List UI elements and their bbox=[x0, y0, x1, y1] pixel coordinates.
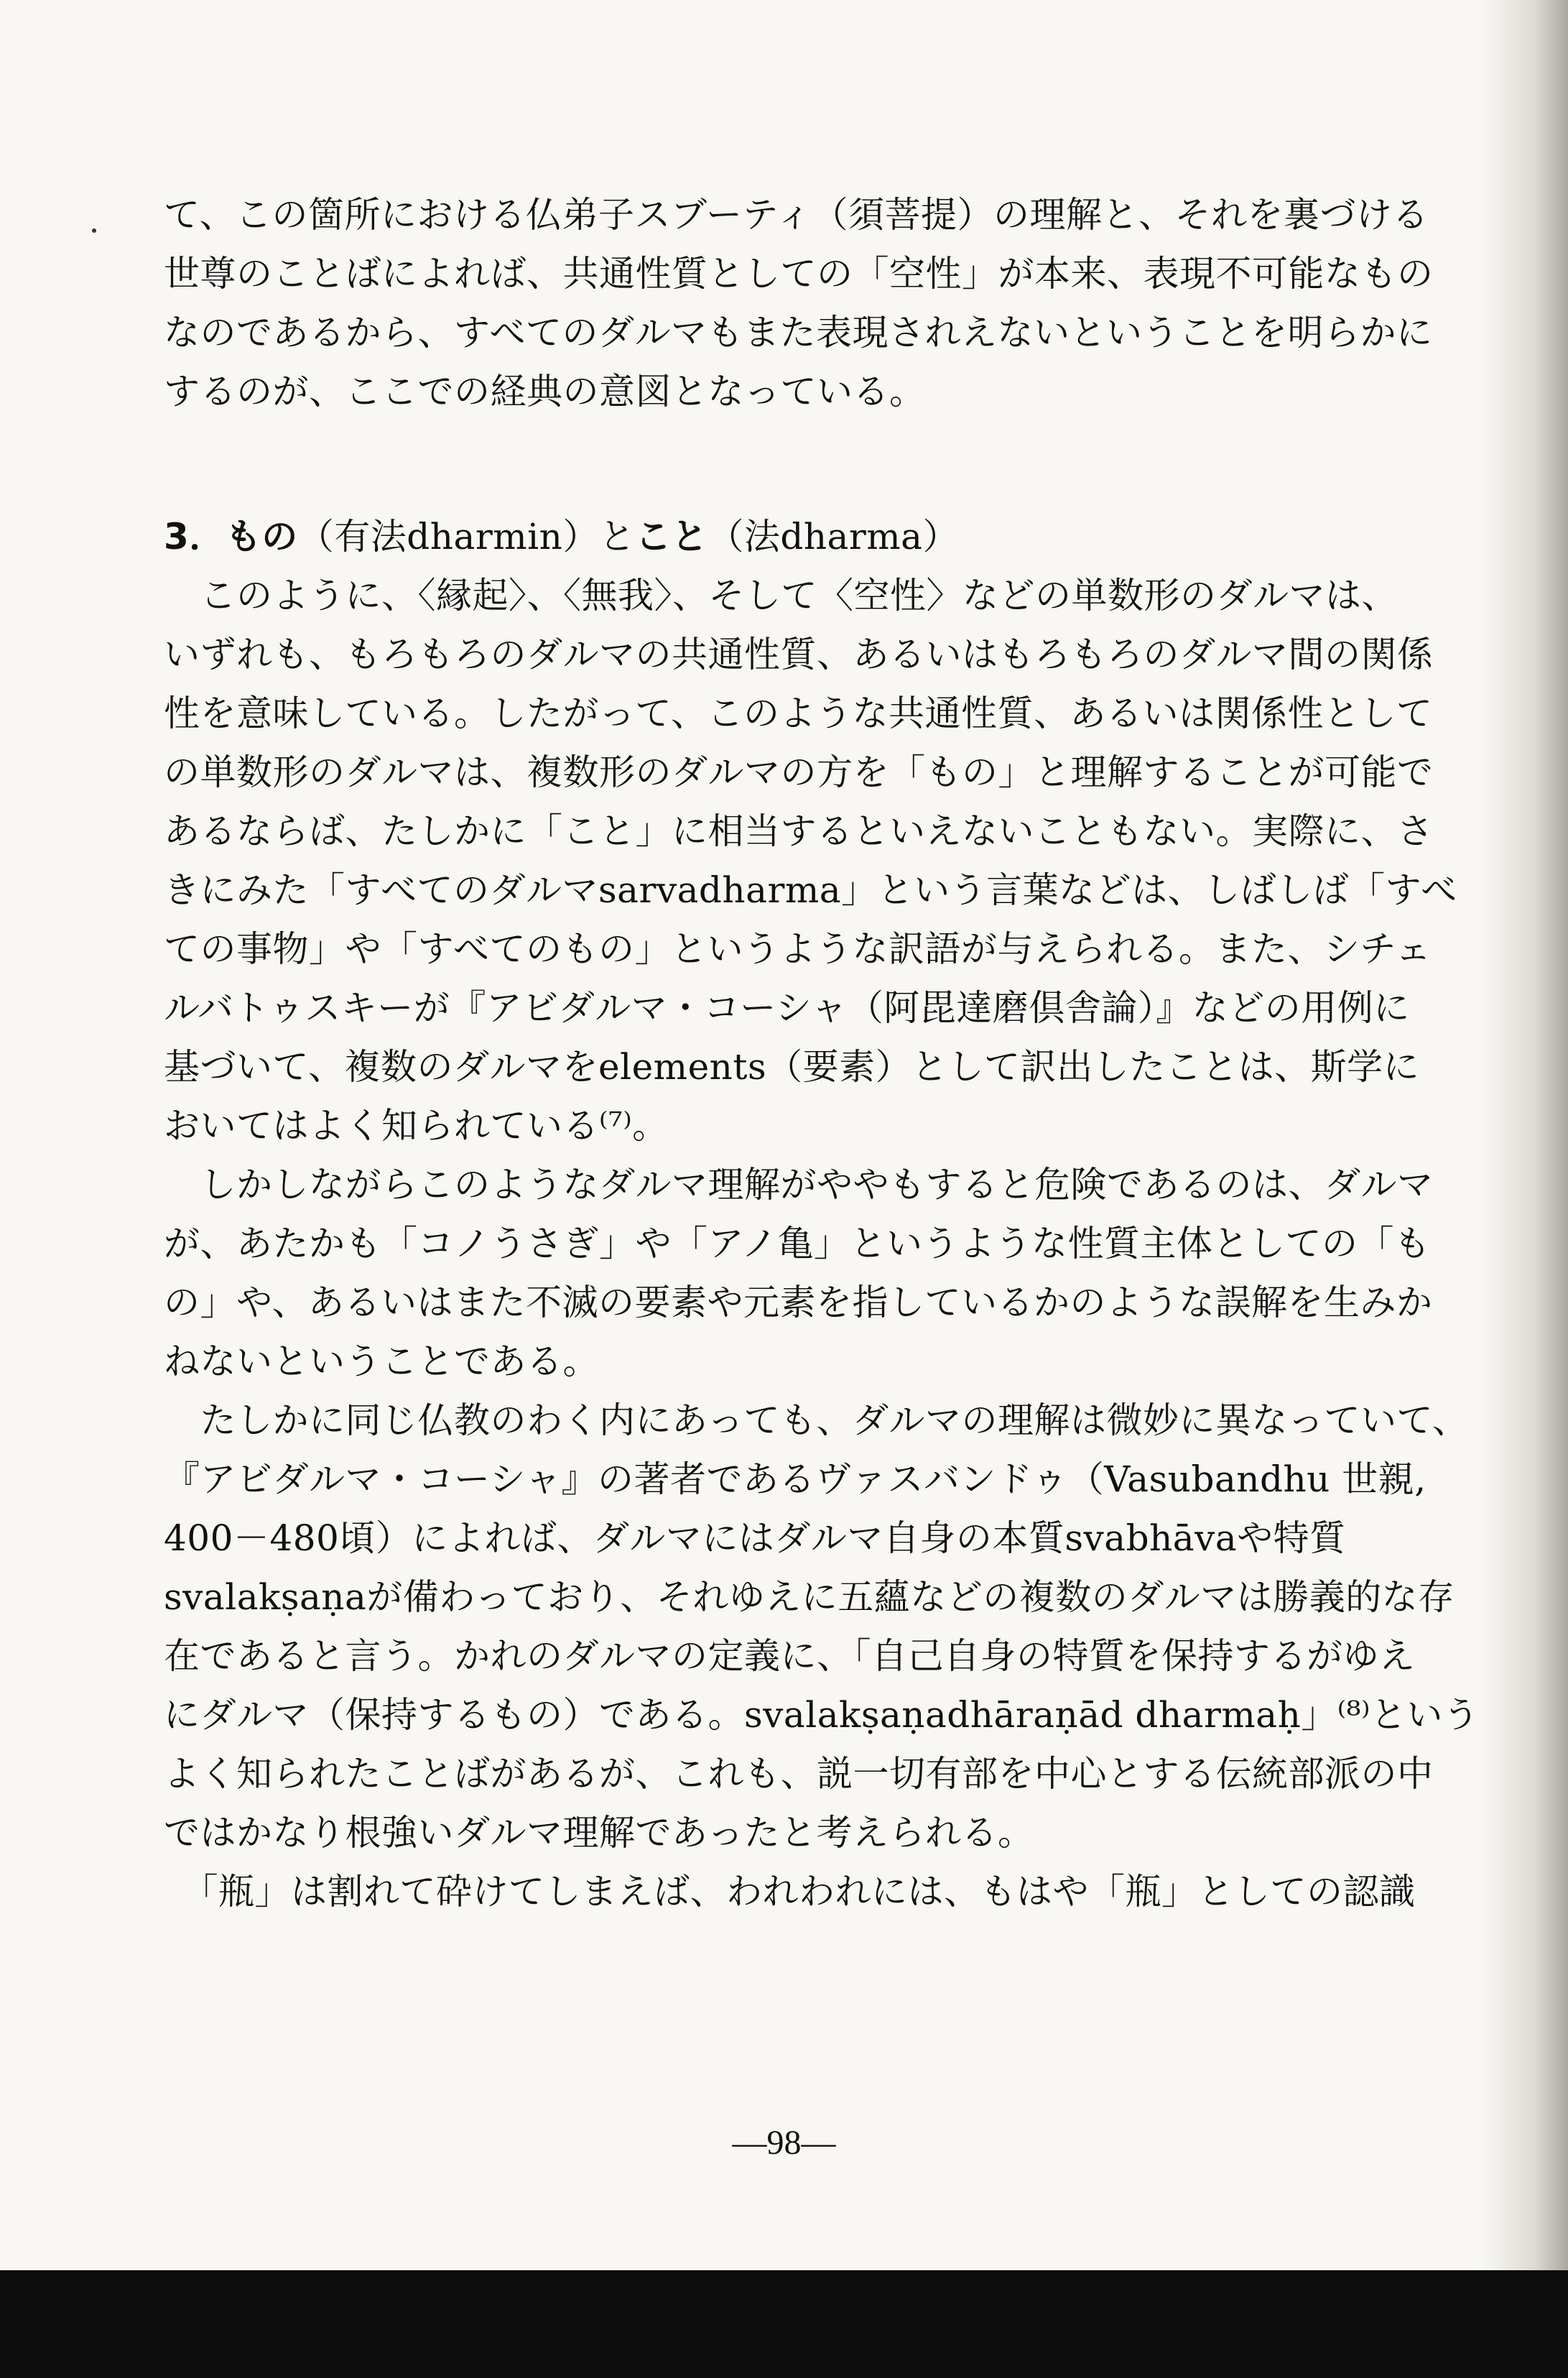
text-line: の」や、あるいはまた不滅の要素や元素を指しているかのような誤解を生みか bbox=[164, 1282, 1433, 1323]
text-line: にダルマ（保持するもの）である。svalakṣaṇadhāraṇād dharmaḥ」⁽⁸⁾という bbox=[164, 1694, 1480, 1736]
text-line: ねないということである。 bbox=[164, 1341, 599, 1382]
text-line: するのが、ここでの経典の意図となっている。 bbox=[164, 371, 926, 412]
text-line: ではかなり根強いダルマ理解であったと考えられる。 bbox=[164, 1812, 1034, 1854]
text-line: 『アビダルマ・コーシャ』の著者であるヴァスバンドゥ（Vasubandhu 世親, bbox=[164, 1458, 1426, 1500]
text-line: 世尊のことばによれば、共通性質としての「空性」が本来、表現不可能なもの bbox=[164, 253, 1434, 295]
text-line: 性を意味している。したがって、このような共通性質、あるいは関係性として bbox=[164, 693, 1433, 734]
text-line: よく知られたことばがあるが、これも、説一切有部を中心とする伝統部派の中 bbox=[164, 1753, 1434, 1795]
heading-gloss-dharmin: （有法dharmin） bbox=[297, 516, 599, 558]
scan-speck bbox=[92, 228, 96, 233]
text-line: が、あたかも「コノうさぎ」や「アノ亀」というような性質主体としての「も bbox=[164, 1223, 1431, 1264]
text-line: 400－480頃）によれば、ダルマにはダルマ自身の本質svabhāvaや特質 bbox=[164, 1517, 1346, 1559]
section-heading bbox=[164, 507, 1464, 566]
text-line: いずれも、もろもろのダルマの共通性質、あるいはもろもろのダルマ間の関係 bbox=[164, 634, 1434, 675]
heading-connector: と bbox=[598, 516, 636, 558]
text-line: svalakṣaṇaが備わっており、それゆえに五蘊などの複数のダルマは勝義的な存 bbox=[164, 1576, 1455, 1618]
text-line: このように、〈縁起〉、〈無我〉、そして〈空性〉などの単数形のダルマは、 bbox=[164, 575, 1398, 616]
heading-term-koto: こと bbox=[635, 516, 708, 558]
page-number: —98— bbox=[732, 2124, 836, 2162]
text-line: きにみた「すべてのダルマsarvadharma」という言葉などは、しばしば「すべ bbox=[164, 869, 1457, 911]
text-line: ルバトゥスキーが『アビダルマ・コーシャ（阿毘達磨倶舎論）』などの用例に bbox=[164, 987, 1410, 1029]
text-line: なのであるから、すべてのダルマもまた表現されえないということを明らかに bbox=[164, 312, 1433, 353]
section-number: 3． bbox=[164, 516, 226, 558]
text-line: ての事物」や「すべてのもの」というような訳語が与えられる。また、シチェ bbox=[164, 928, 1432, 970]
scan-bottom-band bbox=[0, 2270, 1568, 2378]
text-line: て、この箇所における仏弟子スブーティ（須菩提）の理解と、それを裏づける bbox=[164, 194, 1429, 236]
text-line: 「瓶」は割れて砕けてしまえば、われわれには、もはや「瓶」としての認識 bbox=[164, 1871, 1416, 1912]
page-edge-shadow bbox=[1482, 0, 1568, 2378]
text-line: あるならば、たしかに「こと」に相当するといえないこともない。実際に、さ bbox=[164, 810, 1434, 852]
text-line: 基づいて、複数のダルマをelements（要素）として訳出したことは、斯学に bbox=[164, 1046, 1420, 1088]
text-line: たしかに同じ仏教のわく内にあっても、ダルマの理解は微妙に異なっていて、 bbox=[164, 1399, 1469, 1441]
heading-term-mono: もの bbox=[225, 516, 298, 558]
text-line: おいてはよく知られている⁽⁷⁾。 bbox=[164, 1105, 669, 1147]
body-text bbox=[164, 185, 1480, 1921]
text-line: しかしながらこのようなダルマ理解がややもすると危険であるのは、ダルマ bbox=[164, 1164, 1434, 1206]
text-line: 在であると言う。かれのダルマの定義に、「自己自身の特質を保持するがゆえ bbox=[164, 1635, 1416, 1677]
text-line: の単数形のダルマは、複数形のダルマの方を「もの」と理解することが可能で bbox=[164, 751, 1434, 793]
heading-gloss-dharma: （法dharma） bbox=[708, 516, 959, 558]
